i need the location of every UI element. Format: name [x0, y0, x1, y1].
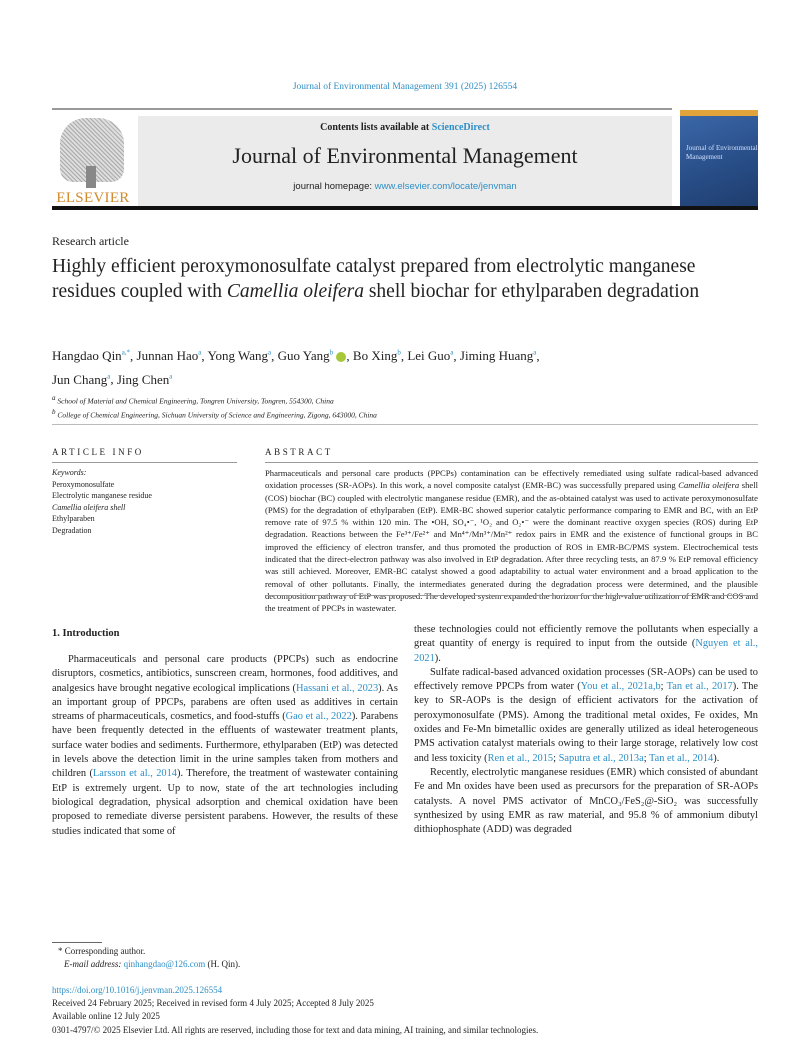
- elsevier-logo: [52, 116, 134, 208]
- email-link[interactable]: qinhangdao@126.com: [123, 959, 206, 969]
- doi-link[interactable]: https://doi.org/10.1016/j.jenvman.2025.126554: [52, 985, 223, 995]
- article-title: [52, 254, 752, 304]
- divider: [265, 595, 758, 596]
- text-run: Pharmaceuticals and personal care products (PPCPs) such as endocrine disruptors, cosmetics, antibiotics, sunscreen cream, hormones, food additives, and analgesics have brought negative ecological implications (: [52, 654, 398, 694]
- text-run: Pharmaceuticals and personal care products (PPCPs) contamination can be effectively remediated using sulfate radical-based advanced oxidation processes (SR-AOPs). In this work, a novel composite catalyst (EMR-BC) was successfully prepared using: [265, 468, 758, 491]
- text-run: ). As an important group of PPCPs, parabens are often used as additives in certain streams of pharmaceuticals, cosmetics, and food-stuffs (: [52, 682, 398, 723]
- keyword: Ethylparaben: [52, 514, 95, 523]
- homepage-link[interactable]: www.elsevier.com/locate/jenvman: [374, 181, 517, 192]
- keywords-label: Keywords:: [52, 468, 87, 477]
- author-name[interactable]: Jiming Huang: [459, 348, 534, 364]
- divider: [52, 462, 237, 463]
- author-name[interactable]: Hangdao Qin: [52, 348, 122, 364]
- email-label: E-mail address:: [64, 959, 124, 969]
- text-run: these technologies could not efficiently remove the pollutants when especially a great quantity of energy is required to input from the outside (: [414, 624, 758, 650]
- author-affiliation-marker[interactable]: a: [198, 349, 202, 357]
- article-info-heading: ARTICLE INFO: [52, 447, 144, 457]
- citation-link[interactable]: Nguyen et al., 2021: [414, 638, 758, 664]
- author[interactable]: [278, 348, 347, 363]
- text-run: ;: [553, 752, 559, 764]
- citation-link[interactable]: Saputra et al., 2013a: [558, 752, 644, 764]
- title-part: Highly efficient peroxymonosulfate catalyst prepared from electrolytic manganese residues coupled with: [52, 256, 696, 302]
- author[interactable]: [407, 348, 453, 363]
- citation-link[interactable]: Tan et al., 2017: [666, 681, 733, 693]
- author-affiliation-marker[interactable]: a: [268, 349, 272, 357]
- text-run: shell (COS) biochar (BC) coupled with electrolytic manganese residue (EMR), and the as-obtained catalyst was used to activate peroxymonosulfate (PMS) for the degradation of ethylparaben (EtP). EMR-BC showed superior catalytic performance comparing to EMR and BC, with an EtP remove rate of 97.5 % within 120 min. The •OH, SO₄•⁻, ¹O₂ and O₂•⁻ were the dominant reactive oxygen species (ROS) during EtP degradation. Reactions between the Fe³⁺/Fe²⁺ and Mn⁴⁺/Mn³⁺/Mn²⁺ redox pairs in EMR and the existence of functional groups in BC improved the efficiency of electron transfer, and thus promoted the production of ROS in EMR-BC/PMS system. Electrochemical tests indicated that the direct-electron pathway was also involved in EtP degradation. After three recycling tests, an 87.9 % EtP removal efficiency was still achieved. Moreover, EMR-BC catalyst showed a good adaptability to actual water environment and a broad application to the removal of other pollutants. Finally, the intermediates generated during the degradation process were determined, and the plausible the treatment of PPCPs in wastewater.: [265, 480, 758, 614]
- author[interactable]: [52, 348, 130, 363]
- text-run: ;: [643, 752, 650, 764]
- author-affiliation-marker[interactable]: a: [450, 349, 454, 357]
- citation-link[interactable]: Hassani et al., 2023: [295, 682, 379, 694]
- paragraph: [414, 766, 758, 837]
- footnote-rule: [52, 942, 102, 943]
- divider: [52, 424, 758, 425]
- author-name[interactable]: Jing Chen: [116, 371, 170, 387]
- affiliation-marker: a: [52, 394, 56, 402]
- journal-title: Journal of Environmental Management: [232, 143, 578, 168]
- text-run: ).: [713, 752, 720, 764]
- author[interactable]: [52, 372, 110, 387]
- homepage-prefix: journal homepage:: [293, 181, 375, 192]
- affiliation: [52, 407, 377, 421]
- text-run: ). Parabens have been frequently detected in the effluents of wastewater treatment plants, surface water bodies and sediments. Furthermore, ethylparaben (EtP) was detected in levels above the detection limit in the urine samples taken from mothers and children (: [52, 711, 399, 780]
- text-run: Recently, electrolytic manganese residues (EMR) which consisted of abundant Fe and Mn oxides have been used as precursors for the preparation of SR-AOPs catalysts. A novel PMS activator of MnCO₃/FeS₂@-SiO₂ was successfully synthesized by using EMR as raw material, and 95.8 % of ammonium dibutyl dithiophosphate (ADD) was degraded: [414, 766, 758, 836]
- author-affiliation-marker[interactable]: a: [107, 372, 111, 381]
- author-name[interactable]: Junnan Hao: [136, 348, 199, 364]
- author-affiliation-marker[interactable]: b: [329, 349, 334, 357]
- intro-right-column: [414, 623, 758, 837]
- author[interactable]: [460, 348, 536, 363]
- copyright: 0301-4797/© 2025 Elsevier Ltd. All rights are reserved, including those for text and data mining, AI training, and similar technologies.: [52, 1024, 539, 1035]
- author-affiliation-marker[interactable]: a,*: [121, 349, 131, 357]
- cover-title: Journal of Environmental Management: [686, 144, 758, 161]
- author-name[interactable]: Lei Guo: [407, 348, 451, 364]
- citation-link[interactable]: Gao et al., 2022: [285, 711, 352, 723]
- sciencedirect-link[interactable]: ScienceDirect: [431, 122, 490, 133]
- author-list: Hangdao Qin$^{a,*}$, Junnan Hao$^a$, Yong Wang$^a$, Guo Yang$^b$ , Bo Xing$^b$, Lei Guo$^a$, Jiming Huang$^a$, Jun Chang$^a$, Jing Chen$^a$: [52, 348, 540, 387]
- homepage-line: [138, 181, 672, 192]
- intro-left-column: [52, 653, 398, 839]
- tree-trunk: [86, 166, 96, 188]
- affiliation-text: College of Chemical Engineering, Sichuan University of Science and Engineering, Zigong, 643000, China: [55, 410, 377, 419]
- affiliations: [52, 393, 377, 420]
- contents-line: [138, 122, 672, 133]
- abstract-heading: ABSTRACT: [265, 447, 333, 457]
- keyword: Peroxymonosulfate: [52, 479, 115, 489]
- elsevier-wordmark: ELSEVIER: [56, 190, 130, 206]
- abstract-text: [265, 467, 758, 615]
- paragraph: [414, 666, 758, 766]
- author-affiliation-marker[interactable]: b: [397, 349, 401, 357]
- affiliation-marker: b: [52, 407, 56, 416]
- author[interactable]: [207, 348, 271, 363]
- author[interactable]: [353, 348, 401, 363]
- journal-reference-link[interactable]: Journal of Environmental Management 391 (2025) 126554: [292, 82, 518, 92]
- italic-text: Camellia oleifera: [678, 480, 740, 491]
- title-italic: Camellia oleifera: [226, 281, 364, 302]
- author-name[interactable]: Guo Yang: [277, 348, 330, 364]
- keyword: Electrolytic manganese residue: [52, 491, 152, 500]
- journal-header-box: [138, 116, 672, 206]
- title-part: shell biochar for ethylparaben degradation: [363, 281, 700, 302]
- citation-link[interactable]: Larsson et al., 2014: [92, 768, 177, 780]
- affiliation-text: School of Material and Chemical Engineering, Tongren University, Tongren, 554300, China: [55, 396, 334, 406]
- paragraph: [414, 623, 758, 666]
- author[interactable]: [137, 348, 202, 363]
- header-rule: [52, 206, 758, 210]
- author-name[interactable]: Jun Chang: [52, 371, 108, 387]
- citation-link[interactable]: You et al., 2021a,b: [580, 681, 661, 693]
- email-suffix: (H. Qin).: [205, 959, 241, 969]
- corresponding-author-note: * Corresponding author.: [58, 946, 146, 956]
- divider: [265, 462, 758, 463]
- article-type: Research article: [52, 234, 129, 248]
- affiliation: [52, 393, 377, 407]
- received-dates: Received 24 February 2025; Received in revised form 4 July 2025; Accepted 8 July 2025: [52, 998, 374, 1009]
- author-name[interactable]: Yong Wang: [207, 348, 269, 364]
- author-affiliation-marker[interactable]: a: [169, 372, 173, 381]
- citation-link[interactable]: Ren et al., 2015: [487, 752, 554, 764]
- author-affiliation-marker[interactable]: a: [533, 349, 537, 357]
- text-run: ;: [660, 681, 667, 693]
- keyword: Degradation: [52, 525, 92, 535]
- introduction-heading: 1. Introduction: [52, 628, 120, 639]
- paragraph: [52, 653, 398, 839]
- divider: [52, 108, 672, 110]
- text-run: ).: [434, 652, 441, 664]
- keywords: [52, 467, 152, 536]
- journal-cover-thumbnail[interactable]: [680, 110, 758, 206]
- footnote: [58, 945, 240, 971]
- available-online: Available online 12 July 2025: [52, 1011, 160, 1022]
- keyword: Camellia oleifera shell: [52, 502, 126, 512]
- text-run: Sulfate radical-based advanced oxidation processes (SR-AOPs) can be used to effectively remove PPCPs from water (: [414, 666, 758, 693]
- article-meta: [52, 984, 538, 1037]
- orcid-icon[interactable]: [336, 352, 346, 362]
- text-run: ). Therefore, the treatment of wastewater containing EtP is extremely urgent. Up to now, state of the art technologies including biological degradation, physical adsorption and chemical oxidation have been proposed to remediate diverse persistent parabens. However, the results of these studies indicated that some of: [52, 768, 398, 837]
- author-name[interactable]: Bo Xing: [352, 348, 398, 364]
- contents-prefix: Contents lists available at: [320, 122, 432, 133]
- citation-link[interactable]: Tan et al., 2014: [649, 752, 714, 764]
- text-run: ). The key to SR-AOPs is the design of efficient activators for the activation of peroxymonosulfate (PMS). Among the traditional metal oxides, Fe oxides, Mn oxides and Fe-Mn bimetallic oxides are generally utilized as ideal heterogeneous PMS activation catalyst materials owing to their large storage, relatively low cost and less toxicity (: [414, 681, 759, 764]
- author[interactable]: [117, 372, 172, 387]
